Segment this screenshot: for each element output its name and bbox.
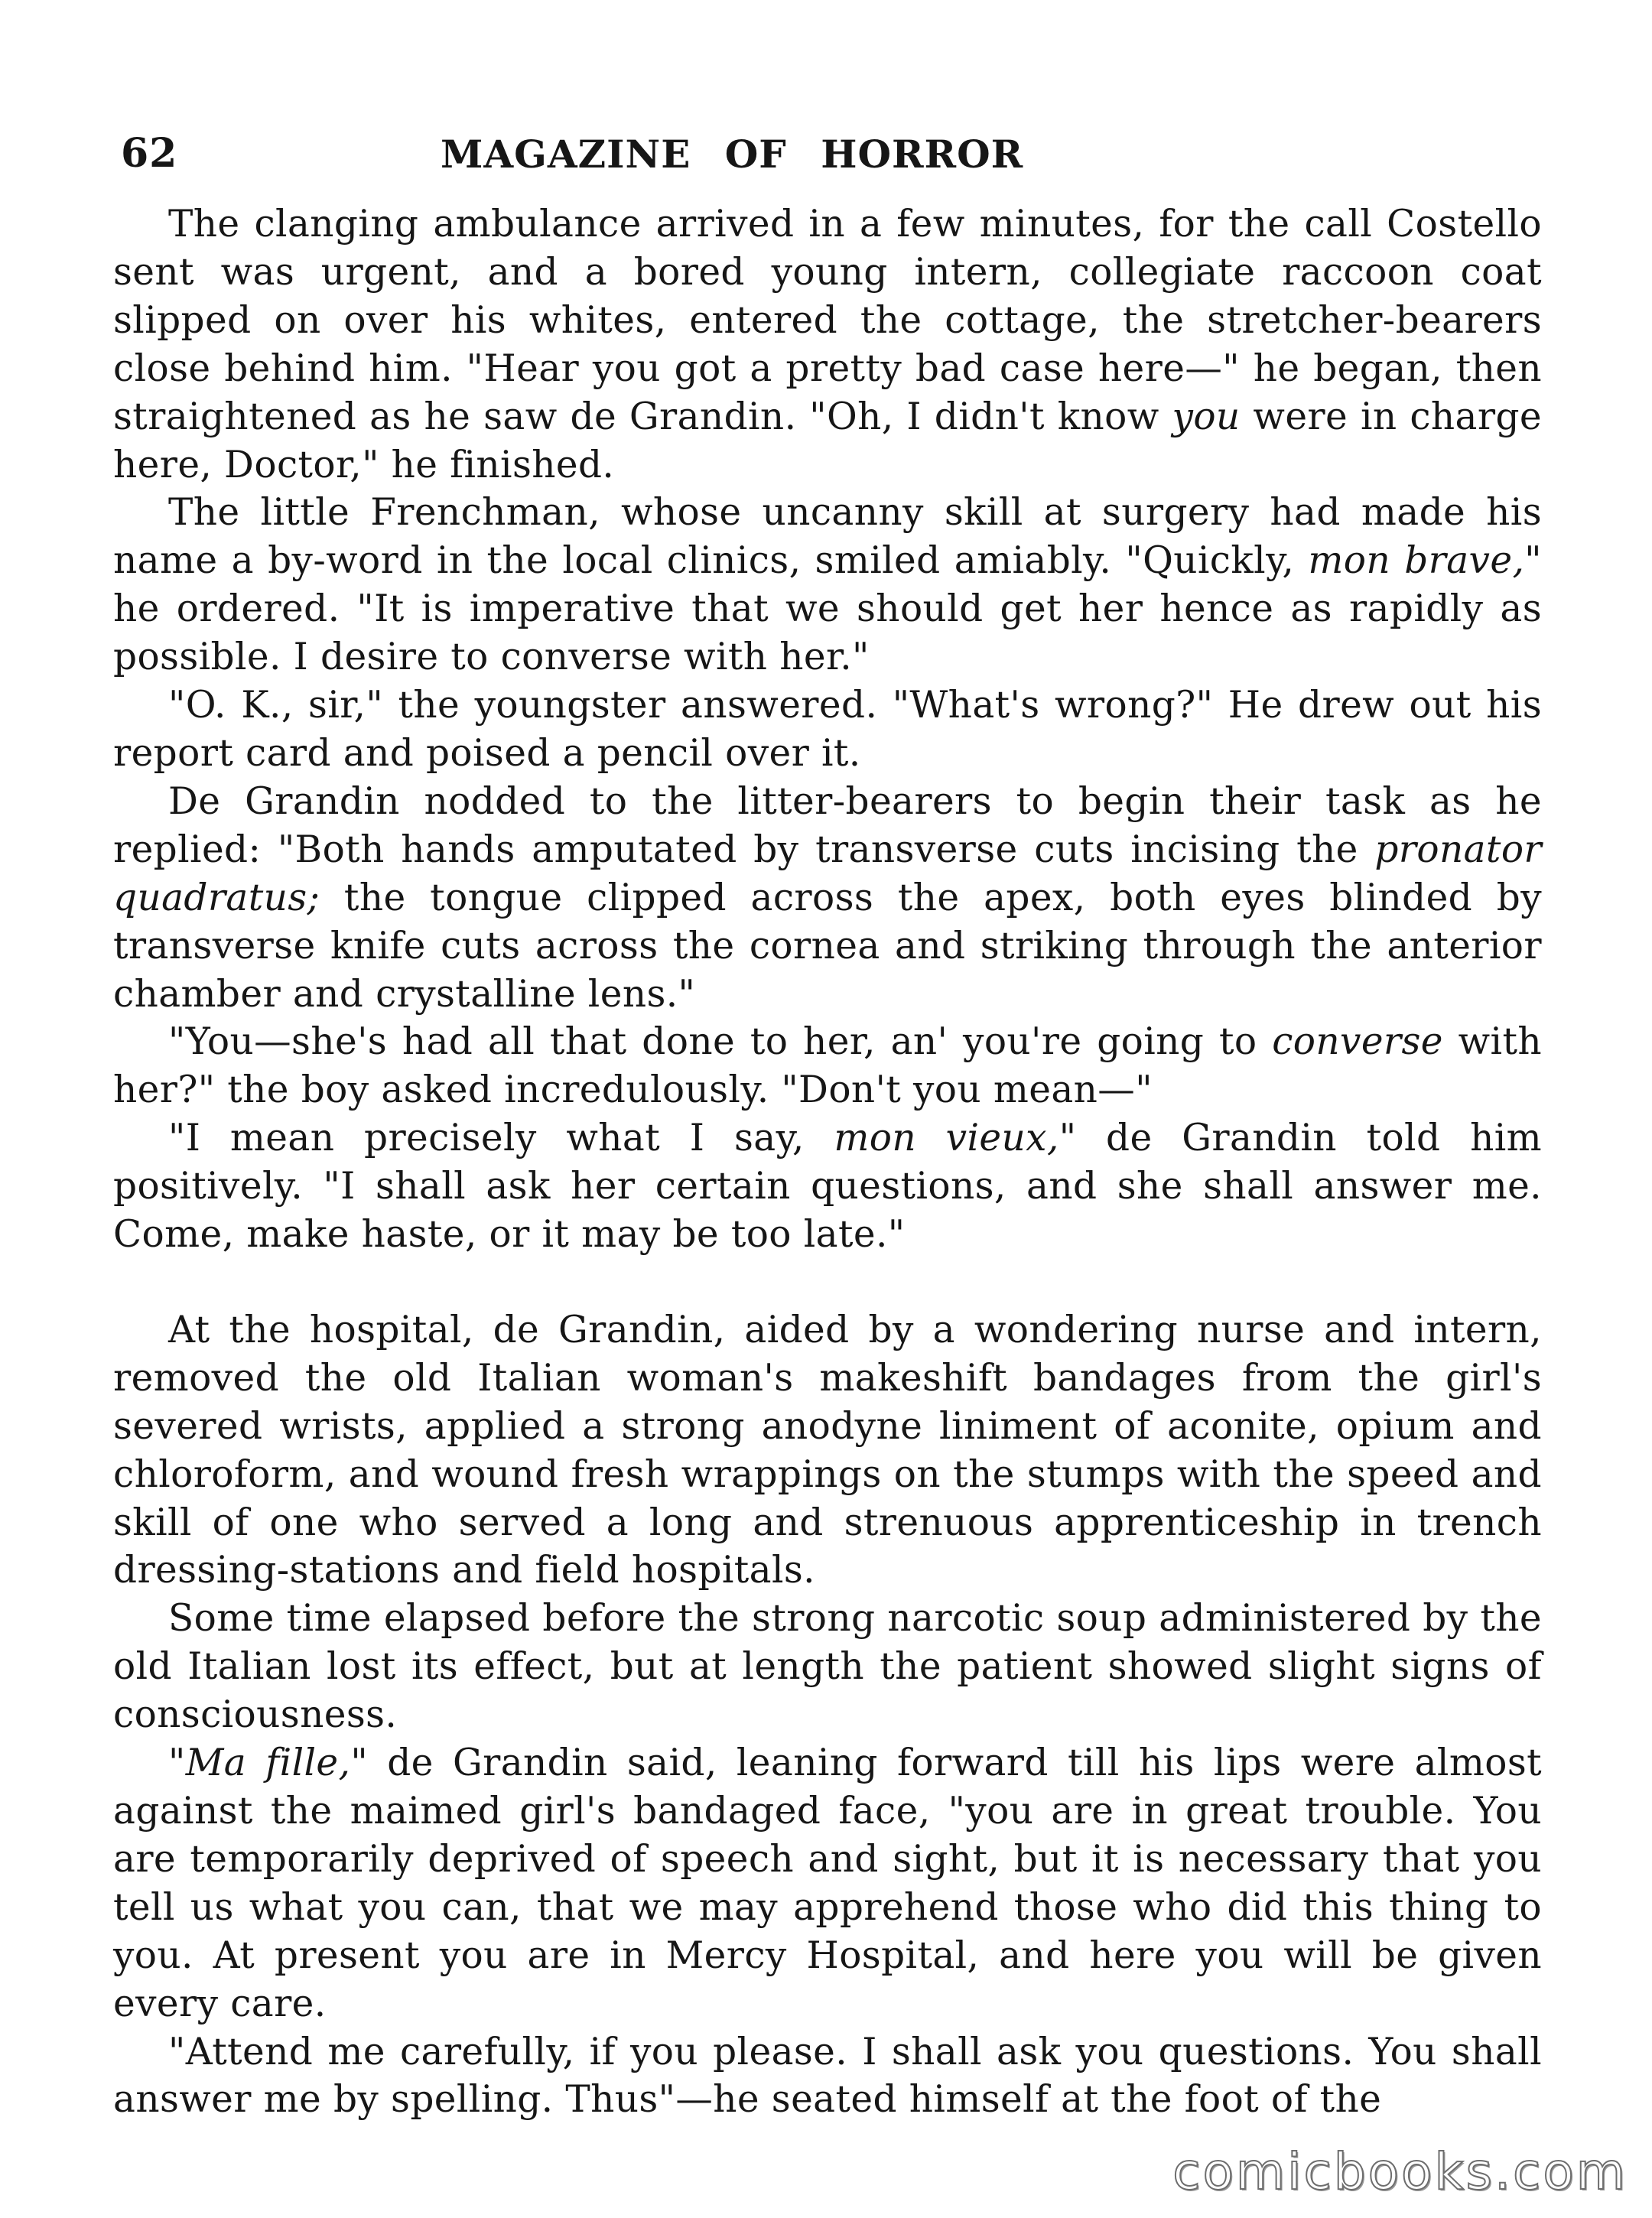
watermark-logo: comicbooks.com bbox=[1172, 2142, 1628, 2201]
text-run: "I mean precisely what I say, bbox=[168, 1117, 834, 1160]
paragraph bbox=[113, 1739, 1542, 2028]
italic-text-run: mon brave, bbox=[1308, 539, 1525, 583]
text-run: "Attend me carefully, if you please. I shall ask you questions. You shall answer me by spelling. Thus"—he seated himself at the foot of the bbox=[113, 2030, 1542, 2122]
text-run: " he ordered. "It is imperative that we should get her hence as rapidly as possible. I desire to converse with her." bbox=[113, 539, 1542, 679]
italic-text-run: Ma fille, bbox=[185, 1742, 351, 1785]
text-run: were in charge here, Doctor," he finished. bbox=[113, 395, 1543, 486]
paragraph bbox=[113, 681, 1542, 778]
text-run: Some time elapsed before the strong narcotic soup administered by the old Italian lost its effect, but at length the patient showed slight signs of consciousness. bbox=[113, 1597, 1542, 1737]
paragraph bbox=[113, 2028, 1542, 2125]
paragraph bbox=[113, 1595, 1542, 1739]
paragraph bbox=[113, 200, 1542, 489]
story-text bbox=[113, 200, 1542, 2124]
paragraph bbox=[113, 1306, 1542, 1595]
italic-text-run: you bbox=[1172, 395, 1241, 438]
text-run: "You—she's had all that done to her, an' you're going to bbox=[168, 1020, 1273, 1064]
page-number: 62 bbox=[121, 130, 178, 177]
italic-text-run: converse bbox=[1272, 1020, 1443, 1064]
text-run: De Grandin nodded to the litter-bearers to begin their task as he replied: "Both hands amputated by transverse cuts incising the bbox=[113, 779, 1542, 871]
italic-text-run: pronator quadratus; bbox=[113, 828, 1542, 919]
text-run: The little Frenchman, whose uncanny skill at surgery had made his name a by-word in the local clinics, smiled amiably. "Quickly, bbox=[113, 491, 1542, 583]
text-run: The clanging ambulance arrived in a few minutes, for the call Costello sent was urgent, and a bored young intern, collegiate raccoon coat slipped on over his whites, entered the cottage, the stretcher-bearers close behind him. "Hear you got a pretty bad case here—" he began, then straightened as he saw de Grandin. "Oh, I didn't know bbox=[113, 203, 1542, 438]
running-head: MAGAZINE OF HORROR bbox=[441, 132, 1024, 177]
text-run: At the hospital, de Grandin, aided by a wondering nurse and intern, removed the old Italian woman's makeshift bandages from the girl's severed wrists, applied a strong anodyne liniment of aconite, opium and chloroform, and wound fresh wrappings on the stumps with the speed and skill of one who served a long and strenuous apprenticeship in trench dressing-stations and field hospitals. bbox=[113, 1308, 1542, 1592]
text-run: the tongue clipped across the apex, both eyes blinded by transverse knife cuts across the cornea and striking through the anterior chamber and crystalline lens." bbox=[113, 876, 1542, 1016]
paragraph bbox=[113, 489, 1542, 681]
paragraph bbox=[113, 1018, 1542, 1114]
paragraph bbox=[113, 1114, 1542, 1259]
text-run: with her?" the boy asked incredulously. "Don't you mean—" bbox=[113, 1020, 1542, 1112]
paragraph bbox=[113, 778, 1542, 1019]
text-run: " bbox=[168, 1742, 186, 1785]
text-run: "O. K., sir," the youngster answered. "What's wrong?" He drew out his report card and poised a pencil over it. bbox=[113, 684, 1542, 775]
text-run: " de Grandin said, leaning forward till his lips were almost against the maimed girl's bandaged face, "you are in great trouble. You are temporarily deprived of speech and sight, but it is necessary that you tell us what you can, that we may apprehend those who did this thing to you. At present you are in Mercy Hospital, and here you will be given every care. bbox=[113, 1742, 1542, 2025]
italic-text-run: mon vieux, bbox=[834, 1117, 1059, 1160]
text-run: " de Grandin told him positively. "I shall ask her certain questions, and she shall answer me. Come, make haste, or it may be too late." bbox=[113, 1117, 1543, 1257]
